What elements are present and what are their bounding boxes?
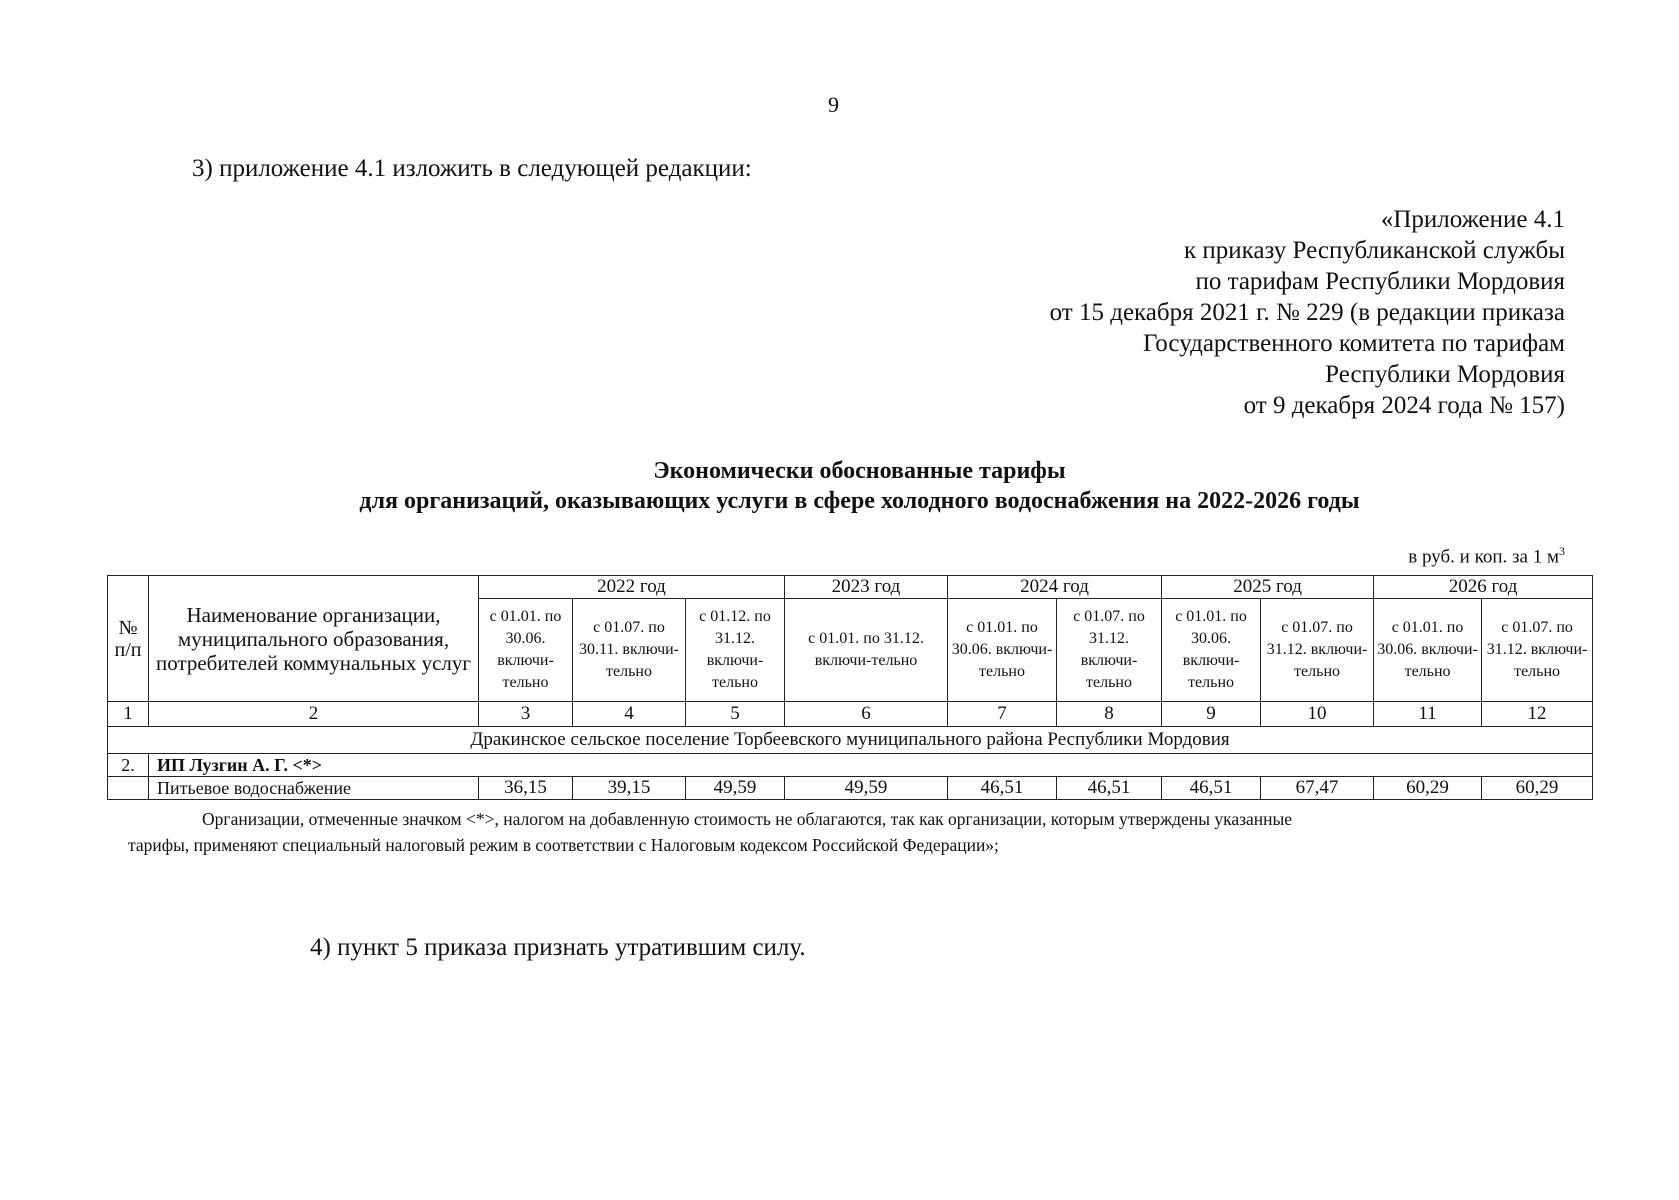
header-period: с 01.07. по 31.12. включи-тельно	[1261, 599, 1374, 702]
header-year-2024: 2024 год	[948, 576, 1162, 599]
appendix-line: от 15 декабря 2021 г. № 229 (в редакции приказа	[1049, 299, 1565, 326]
tariffs-table	[107, 575, 1593, 800]
header-period: с 01.12. по 31.12. включи-тельно	[686, 599, 785, 702]
header-period: с 01.01. по 31.12. включи-тельно	[785, 599, 948, 702]
document-subtitle: для организаций, оказывающих услуги в сфере холодного водоснабжения на 2022-2026 годы	[359, 488, 1360, 514]
column-number: 2	[149, 702, 479, 727]
column-number: 5	[686, 702, 785, 727]
tariff-value: 46,51	[1057, 777, 1162, 800]
document-title: Экономически обоснованные тарифы	[653, 458, 1066, 484]
header-year-2026: 2026 год	[1374, 576, 1593, 599]
tariff-value: 60,29	[1374, 777, 1482, 800]
header-number: № п/п	[108, 576, 149, 702]
appendix-line: Республики Мордовия	[1325, 361, 1565, 388]
column-number: 1	[108, 702, 149, 727]
appendix-line: по тарифам Республики Мордовия	[1195, 268, 1565, 295]
organization-number: 2.	[108, 754, 149, 777]
organization-name: ИП Лузгин А. Г. <*>	[149, 754, 1593, 777]
tariff-value: 36,15	[479, 777, 573, 800]
tariff-value: 46,51	[1162, 777, 1261, 800]
column-number: 6	[785, 702, 948, 727]
region-row	[108, 727, 1593, 754]
column-number: 3	[479, 702, 573, 727]
appendix-line: к приказу Республиканской службы	[1183, 237, 1565, 264]
appendix-line: Государственного комитета по тарифам	[1143, 330, 1565, 357]
service-name: Питьевое водоснабжение	[149, 777, 479, 800]
column-number: 8	[1057, 702, 1162, 727]
header-period: с 01.01. по 30.06. включи-тельно	[479, 599, 573, 702]
appendix-header	[845, 204, 1565, 421]
table-row	[108, 777, 1593, 800]
tariff-value: 39,15	[573, 777, 686, 800]
footnote-line: Организации, отмеченные значком <*>, налогом на добавленную стоимость не облагаются, так как организации, которым утверждены указанные	[202, 809, 1293, 829]
header-period: с 01.01. по 30.06. включи-тельно	[948, 599, 1057, 702]
empty-cell	[108, 777, 149, 800]
item-4-text: 4) пункт 5 приказа признать утратившим силу.	[310, 934, 806, 961]
tariff-value: 60,29	[1482, 777, 1593, 800]
tariff-value: 67,47	[1261, 777, 1374, 800]
header-period: с 01.01. по 30.06. включи-тельно	[1162, 599, 1261, 702]
appendix-line: «Приложение 4.1	[1380, 206, 1565, 233]
column-number: 10	[1261, 702, 1374, 727]
page-number: 9	[828, 92, 839, 117]
footnote	[128, 806, 1594, 858]
header-period: с 01.01. по 30.06. включи-тельно	[1374, 599, 1482, 702]
header-period: с 01.07. по 31.12. включи-тельно	[1482, 599, 1593, 702]
column-number: 7	[948, 702, 1057, 727]
column-number: 11	[1374, 702, 1482, 727]
organization-row	[108, 754, 1593, 777]
header-year-2023: 2023 год	[785, 576, 948, 599]
column-number: 9	[1162, 702, 1261, 727]
tariff-value: 49,59	[785, 777, 948, 800]
appendix-line: от 9 декабря 2024 года № 157)	[1243, 392, 1565, 419]
column-number: 4	[573, 702, 686, 727]
header-year-2025: 2025 год	[1162, 576, 1374, 599]
units-label	[1408, 544, 1565, 568]
region-name: Дракинское сельское поселение Торбеевского муниципального района Республики Мордовия	[108, 727, 1593, 754]
header-period: с 01.07. по 31.12. включи-тельно	[1057, 599, 1162, 702]
units-text: в руб. и коп. за 1 м	[1408, 546, 1559, 568]
header-year-2022: 2022 год	[479, 576, 785, 599]
footnote-line: тарифы, применяют специальный налоговый режим в соответствии с Налоговым кодексом Российской Федерации»;	[128, 835, 999, 855]
header-period: с 01.07. по 30.11. включи-тельно	[573, 599, 686, 702]
header-name: Наименование организации, муниципального образования, потребителей коммунальных услуг	[149, 576, 479, 702]
column-number: 12	[1482, 702, 1593, 727]
tariff-value: 49,59	[686, 777, 785, 800]
item-3-text: 3) приложение 4.1 изложить в следующей редакции:	[192, 155, 752, 182]
units-superscript: 3	[1559, 544, 1565, 558]
tariff-value: 46,51	[948, 777, 1057, 800]
column-number-row	[108, 702, 1593, 727]
